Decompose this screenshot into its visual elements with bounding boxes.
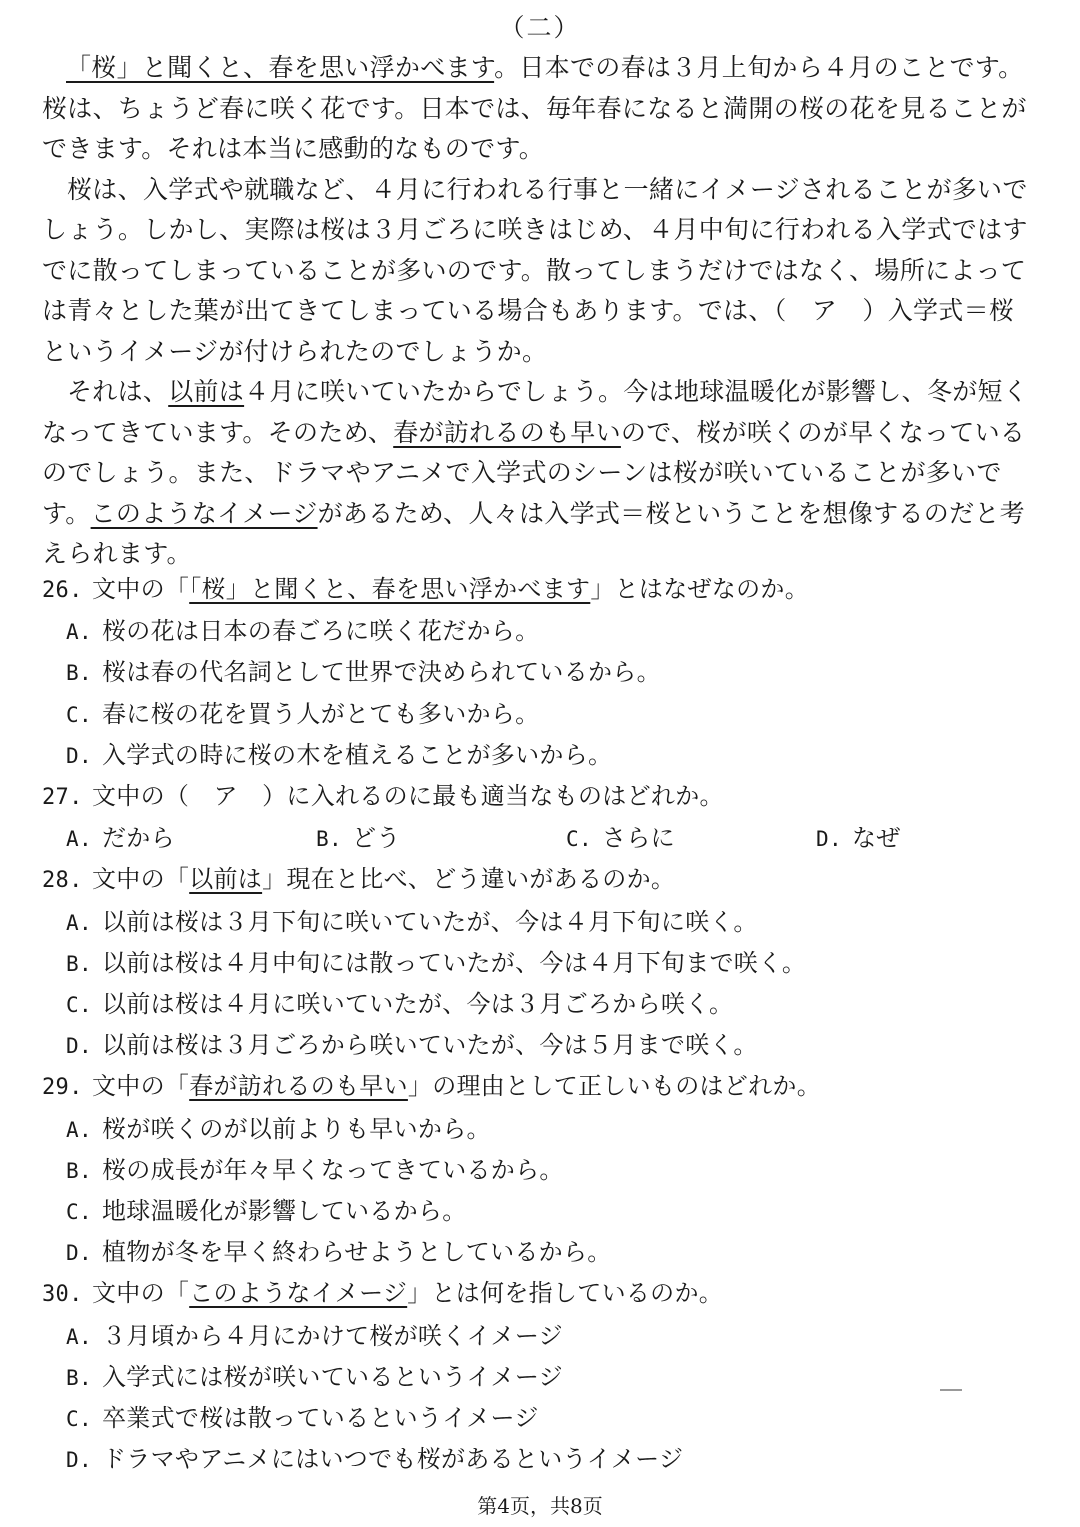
option-30-a[interactable] bbox=[42, 1316, 1038, 1357]
option-label: A. bbox=[66, 910, 92, 935]
option-26-a[interactable] bbox=[42, 611, 1038, 652]
passage-text: があるため、人々は入学式＝桜ということを想像するのだと考えられます。 bbox=[42, 498, 1025, 568]
passage-paragraph-3 bbox=[42, 372, 1038, 575]
option-text: 以前は桜は４月に咲いていたが、今は３月ごろから咲く。 bbox=[102, 990, 734, 1019]
question-list bbox=[42, 569, 1038, 1480]
option-label: A. bbox=[66, 1117, 92, 1142]
underline-sakura-haru: 「桜」と聞くと、春を思い浮かべます bbox=[66, 53, 495, 82]
option-label: A. bbox=[66, 827, 92, 852]
question-stem: 文中の「 bbox=[92, 575, 190, 603]
question-number: 28. bbox=[42, 868, 83, 894]
question-quote: 春が訪れるのも早い bbox=[189, 1072, 408, 1101]
option-row-27 bbox=[42, 818, 1038, 859]
option-30-c[interactable] bbox=[42, 1398, 1038, 1439]
question-quote: このようなイメージ bbox=[189, 1279, 408, 1308]
question-number: 29. bbox=[42, 1075, 83, 1101]
option-27-c[interactable] bbox=[566, 818, 816, 859]
option-label: C. bbox=[66, 1407, 92, 1432]
option-28-d[interactable] bbox=[42, 1025, 1038, 1066]
passage-paragraph-1 bbox=[42, 48, 1038, 170]
question-27 bbox=[42, 776, 1038, 818]
option-29-b[interactable] bbox=[42, 1150, 1038, 1191]
option-29-c[interactable] bbox=[42, 1191, 1038, 1232]
option-text: だから bbox=[102, 824, 175, 853]
option-text: 地球温暖化が影響しているから。 bbox=[102, 1197, 467, 1226]
question-stem: 」とは何を指しているのか。 bbox=[407, 1279, 724, 1308]
question-number: 27. bbox=[42, 785, 83, 811]
question-stem: 文中の（ ア ）に入れるのに最も適当なものはどれか。 bbox=[92, 782, 724, 811]
question-29 bbox=[42, 1066, 1038, 1108]
passage-text: 。日本での春は３月上旬から４月のことです。桜は、ちょうど春に咲く花です。日本では、毎年春になると満開の桜の花を見ることができます。それは本当に感動的なものです。 bbox=[42, 53, 1027, 163]
question-quote: 以前は bbox=[189, 865, 263, 894]
option-label: D. bbox=[66, 1448, 92, 1473]
option-label: A. bbox=[66, 1324, 92, 1349]
option-text: なぜ bbox=[852, 824, 901, 853]
option-label: B. bbox=[66, 1158, 92, 1183]
option-label: B. bbox=[66, 661, 92, 686]
question-number: 26. bbox=[42, 578, 83, 603]
option-26-c[interactable] bbox=[42, 694, 1038, 735]
option-label: B. bbox=[316, 827, 342, 852]
section-title: （二） bbox=[499, 13, 581, 42]
option-text: 桜の成長が年々早くなってきているから。 bbox=[102, 1155, 564, 1184]
option-text: 以前は桜は４月中旬には散っていたが、今は４月下旬まで咲く。 bbox=[102, 948, 807, 977]
option-text: 植物が冬を早く終わらせようとしているから。 bbox=[102, 1238, 612, 1267]
option-29-a[interactable] bbox=[42, 1109, 1038, 1150]
option-28-a[interactable] bbox=[42, 902, 1038, 943]
question-stem: 」の理由として正しいものはどれか。 bbox=[407, 1072, 822, 1101]
passage-text: それは、 bbox=[67, 377, 169, 406]
option-text: 以前は桜は３月下旬に咲いていたが、今は４月下旬に咲く。 bbox=[102, 907, 758, 936]
option-29-d[interactable] bbox=[42, 1232, 1038, 1273]
page-footer: 第4页，共8页 bbox=[477, 1494, 603, 1518]
option-28-b[interactable] bbox=[42, 943, 1038, 984]
option-label: B. bbox=[66, 951, 92, 976]
option-26-b[interactable] bbox=[42, 652, 1038, 693]
option-text: 桜の花は日本の春ごろに咲く花だから。 bbox=[102, 617, 540, 646]
option-30-b[interactable] bbox=[42, 1357, 1038, 1398]
question-26 bbox=[42, 569, 1038, 611]
option-27-a[interactable] bbox=[66, 818, 316, 859]
option-27-d[interactable] bbox=[816, 818, 901, 859]
option-label: D. bbox=[66, 1241, 92, 1266]
question-number: 30. bbox=[42, 1282, 83, 1308]
passage-text: ４月に咲いていたからでしょう。今は地球温暖化が影響し、冬が短くなってきています。そのため、 bbox=[42, 377, 1029, 447]
reading-passage bbox=[42, 48, 1038, 575]
option-text: 入学式には桜が咲いているというイメージ bbox=[102, 1362, 563, 1391]
option-label: C. bbox=[66, 702, 92, 727]
question-30 bbox=[42, 1273, 1038, 1315]
option-text: 春に桜の花を買う人がとても多いから。 bbox=[102, 699, 540, 728]
underline-kono-youna-image: このようなイメージ bbox=[90, 498, 318, 528]
option-text: 桜は春の代名詞として世界で決められているから。 bbox=[102, 658, 661, 687]
option-text: 桜が咲くのが以前よりも早いから。 bbox=[102, 1114, 491, 1143]
question-28 bbox=[42, 859, 1038, 901]
option-text: 入学式の時に桜の木を植えることが多いから。 bbox=[102, 740, 613, 769]
question-stem: 文中の「 bbox=[92, 1279, 190, 1308]
option-label: C. bbox=[66, 993, 92, 1018]
option-28-c[interactable] bbox=[42, 984, 1038, 1025]
option-text: ドラマやアニメにはいつでも桜があるというイメージ bbox=[102, 1445, 684, 1474]
stray-mark bbox=[940, 1389, 962, 1391]
option-label: A. bbox=[66, 620, 92, 645]
underline-izen-wa: 以前は bbox=[168, 377, 245, 406]
underline-haru-ga-otozureru: 春が訪れるのも早い bbox=[393, 417, 621, 447]
option-text: どう bbox=[352, 824, 401, 853]
question-stem: 文中の「 bbox=[92, 865, 190, 894]
option-30-d[interactable] bbox=[42, 1439, 1038, 1480]
option-text: ３月頃から４月にかけて桜が咲くイメージ bbox=[102, 1321, 563, 1350]
question-quote: 「桜」と聞くと、春を思い浮かべます bbox=[189, 575, 591, 603]
passage-paragraph-2 bbox=[42, 170, 1038, 373]
option-text: さらに bbox=[602, 824, 675, 853]
passage-text: 桜は、入学式や就職など、４月に行われる行事と一緒にイメージされることが多いでしょう。しかし、実際は桜は３月ごろに咲きはじめ、４月中旬に行われる入学式ではすでに散ってしまっていることが多いのです。散ってしまうだけではなく、場所によっては青々とした葉が出てきてしまっている場合もあります。では、（ ア ）入学式＝桜というイメージが付けられたのでしょうか。 bbox=[42, 174, 1028, 366]
option-27-b[interactable] bbox=[316, 818, 566, 859]
option-label: B. bbox=[66, 1365, 92, 1390]
option-label: C. bbox=[66, 1200, 92, 1225]
option-label: D. bbox=[66, 1034, 92, 1059]
option-label: C. bbox=[566, 827, 592, 852]
question-stem: 」現在と比べ、どう違いがあるのか。 bbox=[262, 865, 676, 894]
option-text: 卒業式で桜は散っているというイメージ bbox=[102, 1404, 539, 1433]
option-26-d[interactable] bbox=[42, 735, 1038, 776]
option-text: 以前は桜は３月ごろから咲いていたが、今は５月まで咲く。 bbox=[102, 1031, 758, 1060]
question-stem: 」とはなぜなのか。 bbox=[590, 575, 810, 603]
passage-text: ので、桜が咲くのが早くなっているのでしょう。また、ドラマやアニメで入学式のシーンは桜が咲いていることが多いです。 bbox=[42, 417, 1026, 528]
option-label: D. bbox=[816, 827, 842, 852]
option-label: D. bbox=[66, 743, 92, 768]
question-stem: 文中の「 bbox=[92, 1072, 190, 1101]
